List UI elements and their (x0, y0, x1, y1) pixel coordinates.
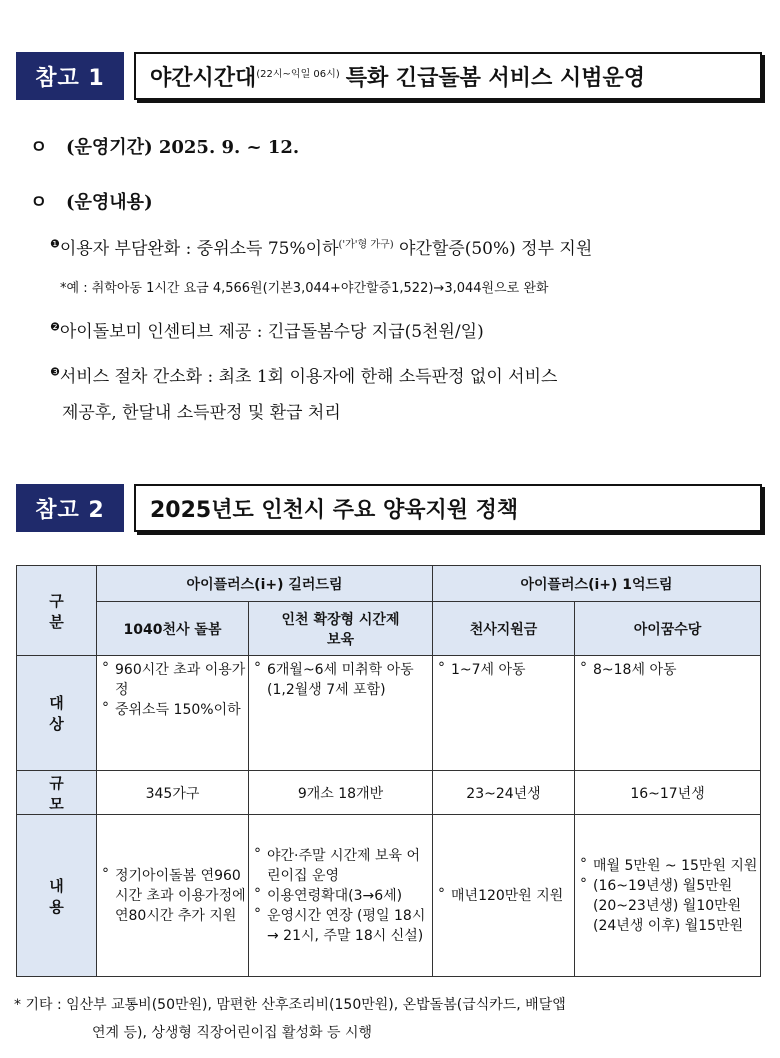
circle-bullet-icon: ㅇ (30, 192, 48, 213)
ref2-title: 2025년도 인천시 주요 양육지원 정책 (134, 484, 762, 532)
list-item: ° 매년120만원 지원 (435, 886, 572, 906)
list-item: ° 6개월~6세 미취학 아동(1,2월생 7세 포함) (251, 660, 430, 700)
table-row (17, 815, 761, 977)
list-item: ° 중위소득 150%이하 (99, 700, 246, 720)
list-item: ° 이용연령확대(3→6세) (251, 886, 430, 906)
content-line (30, 188, 153, 214)
scale-cell-3: 23~24년생 (433, 771, 575, 815)
ref1-title-small: (22시~익일 06시) (256, 68, 340, 80)
details-cell-2 (249, 815, 433, 977)
row-label-details: 내 용 (17, 815, 97, 977)
footer-line-2: 연계 등), 상생형 직장어린이집 활성화 등 시행 (92, 1025, 373, 1041)
content-item-3 (50, 362, 557, 387)
fee-example-note: *예 : 취학아동 1시간 요금 4,566원(기본3,044+야간할증1,522)→3,044원으로 완화 (60, 281, 549, 296)
group-1-header: 아이플러스(i+) 길러드림 (97, 566, 433, 602)
item-1-text-b: 야간할증(50%) 정부 지원 (393, 239, 593, 259)
scale-cell-1: 345가구 (97, 771, 249, 815)
content-item-2 (50, 317, 484, 342)
row-label-scale: 규 모 (17, 771, 97, 815)
number-1-icon: ❶ (50, 237, 60, 251)
footer-line-1: * 기타 : 임산부 교통비(50만원), 맘편한 산후조리비(150만원), 온밥돌봄(급식카드, 배달앱 (14, 997, 566, 1013)
list-item: ° (16~19년생) 월5만원 (20~23년생) 월10만원 (24년생 이후) 월15만원 (577, 876, 758, 936)
row-label-target: 대 상 (17, 656, 97, 771)
item-3-text: 서비스 절차 간소화 : 최초 1회 이용자에 한해 소득판정 없이 서비스 (59, 367, 558, 387)
scale-cell-2: 9개소 18개반 (249, 771, 433, 815)
content-item-1 (50, 234, 592, 259)
item-1-text-a: 이용자 부담완화 : 중위소득 75%이하 (59, 239, 339, 259)
content-text: (운영내용) (66, 192, 153, 213)
table-row (17, 771, 761, 815)
ref2-header (16, 484, 762, 532)
period-line (30, 133, 299, 159)
group-2-header: 아이플러스(i+) 1억드림 (433, 566, 761, 602)
col-header-2: 인천 확장형 시간제 보육 (249, 602, 433, 656)
ref2-tag: 참고 2 (16, 484, 124, 532)
ref1-tag: 참고 1 (16, 52, 124, 100)
ref1-title-prefix: 야간시간대 (150, 65, 257, 91)
list-item: ° 매월 5만원 ~ 15만원 지원 (577, 856, 758, 876)
list-item: ° 1~7세 아동 (435, 660, 572, 680)
list-item: ° 운영시간 연장 (평일 18시 → 21시, 주말 18시 신설) (251, 906, 430, 946)
col-header-1: 1040천사 돌봄 (97, 602, 249, 656)
list-item: ° 960시간 초과 이용가정 (99, 660, 246, 700)
target-cell-2 (249, 656, 433, 771)
policy-table (16, 565, 761, 977)
list-item: ° 정기아이돌봄 연960시간 초과 이용가정에 연80시간 추가 지원 (99, 866, 246, 926)
details-cell-4 (575, 815, 761, 977)
number-2-icon: ❷ (50, 320, 60, 334)
ref1-title-suffix: 특화 긴급돌봄 서비스 시범운영 (345, 65, 645, 91)
item-3-text-2: 제공후, 한달내 소득판정 및 환급 처리 (62, 403, 341, 423)
list-item: ° 야간·주말 시간제 보육 어린이집 운영 (251, 846, 430, 886)
corner-header: 구 분 (17, 566, 97, 656)
ref1-title (134, 52, 762, 100)
circle-bullet-icon: ㅇ (30, 137, 48, 158)
number-3-icon: ❸ (50, 365, 60, 379)
table-row (17, 656, 761, 771)
target-cell-3 (433, 656, 575, 771)
col-header-3: 천사지원금 (433, 602, 575, 656)
scale-cell-4: 16~17년생 (575, 771, 761, 815)
period-text: (운영기간) 2025. 9. ~ 12. (66, 137, 300, 158)
target-cell-1 (97, 656, 249, 771)
target-cell-4 (575, 656, 761, 771)
list-item: ° 8~18세 아동 (577, 660, 758, 680)
item-2-text: 아이돌보미 인센티브 제공 : 긴급돌봄수당 지급(5천원/일) (59, 322, 484, 342)
item-1-sup: ('가'형 가구) (338, 239, 394, 251)
col-header-4: 아이꿈수당 (575, 602, 761, 656)
details-cell-3 (433, 815, 575, 977)
details-cell-1 (97, 815, 249, 977)
ref1-header (16, 52, 762, 100)
